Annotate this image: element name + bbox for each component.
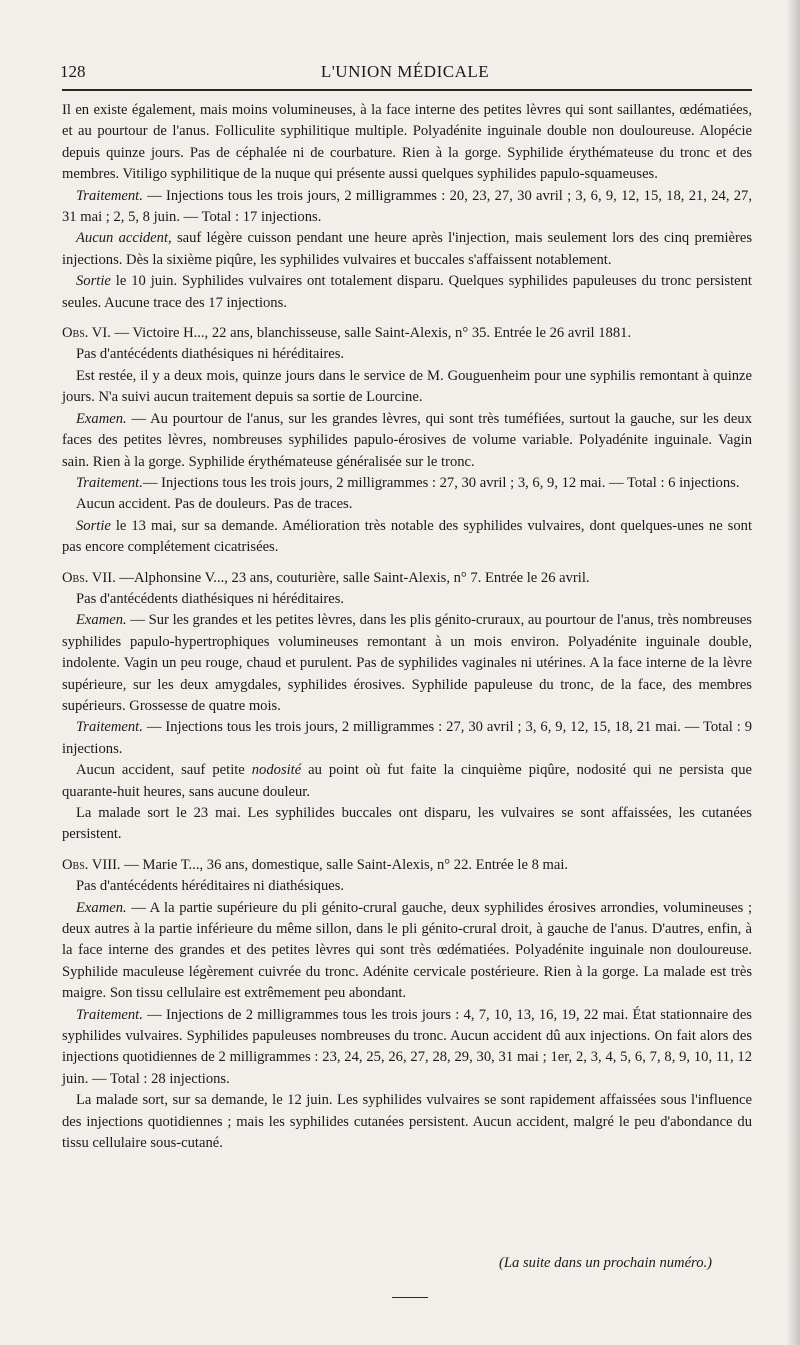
body-paragraph [62, 876, 752, 897]
italic-run: Traitement. [76, 719, 143, 736]
text-run: La malade sort le 23 mai. Les syphilides buccales ont disparu, les vulvaires se sont affaissées, les cutanées persistent. [62, 805, 752, 843]
text-run: — Victoire H..., 22 ans, blanchisseuse, salle Saint-Alexis, n° 35. Entrée le 26 avril 1881. [110, 325, 632, 342]
page-edge-shadow [786, 0, 800, 1345]
text-run: le 10 juin. Syphilides vulvaires ont totalement disparu. Quelques syphilides papuleuses du tronc persistent seules. Aucune trace des 17 injections. [62, 273, 752, 311]
italic-run: Examen. [76, 612, 127, 629]
text-run: Pas d'antécédents diathésiques ni héréditaires. [76, 346, 345, 363]
body-paragraph [62, 473, 752, 494]
body-paragraph [62, 186, 752, 229]
header-rule [62, 89, 752, 91]
italic-run: Traitement. [76, 474, 143, 491]
text-run: — A la partie supérieure du pli génito-crural gauche, deux syphilides érosives arrondies, volumineuses ; deux autres à la partie inférieure du même sillon, dans le pli génito-crural droit, à gauche de l'anus. D'autres, enfin, à la face interne des grandes et des petites lèvres qui sont très œdématiées. Polyadénite inguinale non douloureuse. Syphilide maculeuse légèrement cuivrée du tronc. Adénite cervicale postérieure. Rien à la gorge. La malade est très maigre. Son tissu cellulaire est extrêmement peu abondant. [62, 899, 752, 1002]
text-run: — Injections de 2 milligrammes tous les trois jours : 4, 7, 10, 13, 16, 19, 22 mai. État stationnaire des syphilides vulvaires. Syphilides papuleuses nombreuses du tronc. Aucun accident dû aux injections. On fait alors des injections quotidiennes de 2 milligrammes : 23, 24, 25, 26, 27, 28, 29, 30, 31 mai ; 1er, 2, 3, 4, 5, 6, 7, 8, 9, 10, 11, 12 juin. — Total : 28 injections. [62, 1006, 752, 1087]
text-run: sauf légère cuisson pendant une heure après l'injection, mais seulement lors des cinq premières injections. Dès la sixième piqûre, les syphilides vulvaires et buccales s'affaissent notablement. [62, 230, 752, 268]
article-body [62, 100, 752, 1155]
body-paragraph [62, 1090, 752, 1154]
end-rule [392, 1297, 428, 1298]
body-paragraph [62, 760, 752, 803]
observation-heading-paragraph [62, 568, 752, 589]
text-run: Pas d'antécédents héréditaires ni diathésiques. [76, 878, 345, 895]
observation-heading-paragraph [62, 323, 752, 344]
body-paragraph [62, 1005, 752, 1091]
text-run: — Sur les grandes et les petites lèvres, dans les plis génito-cruraux, au pourtour de l'anus, très nombreuses syphilides papulo-hypertrophiques volumineuses remontant à un mois environ. Polyadénite inguinale double, indolente. Vagin un peu rouge, chaud et purulent. Pas de syphilides vaginales ni utérines. A la face interne de la lèvre supérieure, sur les deux amygdales, syphilides érosives. Syphilide papuleuse du tronc, de la face, des membres supérieurs. Grossesse de quatre mois. [62, 612, 752, 714]
observation-label: Obs. VIII. [62, 856, 121, 873]
body-paragraph [62, 589, 752, 610]
page-header [60, 62, 750, 88]
text-run: Il en existe également, mais moins volumineuses, à la face interne des petites lèvres qui sont saillantes, œdématiées, et au pourtour de l'anus. Folliculite syphilitique multiple. Polyadénite inguinale double non douloureuse. Alopécie depuis quinze jours. Pas de céphalée ni de courbature. Rien à la gorge. Syphilide érythémateuse du tronc et des membres. Vitiligo syphilitique de la nuque qui présente aussi quelques syphilides papulo-squameuses. [62, 102, 752, 183]
text-run: Est restée, il y a deux mois, quinze jours dans le service de M. Gouguenheim pour une syphilis remontant à quinze jours. N'a suivi aucun traitement depuis sa sortie de Lourcine. [62, 367, 752, 406]
body-paragraph [62, 516, 752, 559]
page-number: 128 [60, 62, 86, 81]
body-paragraph [62, 100, 752, 186]
body-paragraph [62, 494, 752, 515]
text-run: au point où fut faite la cinquième piqûre, nodosité qui ne persista que quarante-huit heures, sans aucune douleur. [62, 762, 752, 800]
italic-run: Sortie [76, 273, 111, 290]
observation-heading-paragraph [62, 855, 752, 876]
observation-label: Obs. VII. [62, 569, 116, 586]
text-run: La malade sort, sur sa demande, le 12 juin. Les syphilides vulvaires se sont rapidement affaissées sous l'influence des injections quotidiennes ; mais les syphilides cutanées persistent. Aucun accident, malgré le peu d'abondance du tissu cellulaire sous-cutané. [62, 1092, 752, 1152]
body-paragraph [62, 610, 752, 717]
text-run: le 13 mai, sur sa demande. Amélioration très notable des syphilides vulvaires, dont quelques-unes ne sont pas encore complétement cicatrisées. [62, 517, 752, 556]
italic-run: Traitement. [76, 187, 143, 204]
body-paragraph [62, 717, 752, 760]
text-run: Pas d'antécédents diathésiques ni héréditaires. [76, 590, 345, 607]
text-run: —Alphonsine V..., 23 ans, couturière, salle Saint-Alexis, n° 7. Entrée le 26 avril. [115, 569, 590, 586]
italic-run: Aucun accident, [76, 230, 172, 247]
body-paragraph [62, 409, 752, 473]
text-run: — Au pourtour de l'anus, sur les grandes lèvres, qui sont très tuméfiées, surtout la gauche, sur les deux faces des petites lèvres, nombreuses syphilides papulo-érosives de volume variable. Polyadénite inguinale. Vagin sain. Rien à la gorge. Syphilide érythémateuse généralisée sur le tronc. [62, 410, 752, 470]
body-paragraph [62, 271, 752, 314]
text-run: — Injections tous les trois jours, 2 milligrammes : 20, 23, 27, 30 avril ; 3, 6, 9, 12, 15, 18, 21, 24, 27, 31 mai ; 2, 5, 8 juin. — Total : 17 injections. [62, 187, 752, 226]
italic-run: Sortie [76, 517, 111, 534]
italic-run: nodosité [251, 762, 302, 779]
text-run: — Injections tous les trois jours, 2 milligrammes : 27, 30 avril ; 3, 6, 9, 12 mai. — Total : 6 injections. [142, 474, 740, 491]
text-run: — Marie T..., 36 ans, domestique, salle Saint-Alexis, n° 22. Entrée le 8 mai. [120, 856, 569, 873]
continued-note: (La suite dans un prochain numéro.) [499, 1255, 712, 1271]
text-run: Aucun accident. Pas de douleurs. Pas de traces. [76, 496, 353, 513]
text-run: — Injections tous les trois jours, 2 milligrammes : 27, 30 avril ; 3, 6, 9, 12, 15, 18, 21 mai. — Total : 9 injections. [62, 719, 752, 757]
body-paragraph [62, 344, 752, 365]
text-run: Aucun accident, sauf petite [76, 762, 252, 779]
body-paragraph [62, 366, 752, 409]
italic-run: Traitement. [76, 1006, 143, 1023]
italic-run: Examen. [76, 899, 127, 916]
body-paragraph [62, 228, 752, 271]
italic-run: Examen. [76, 410, 127, 427]
body-paragraph [62, 803, 752, 846]
observation-label: Obs. VI. [62, 325, 111, 342]
body-paragraph [62, 898, 752, 1005]
running-title: L'UNION MÉDICALE [320, 62, 490, 81]
